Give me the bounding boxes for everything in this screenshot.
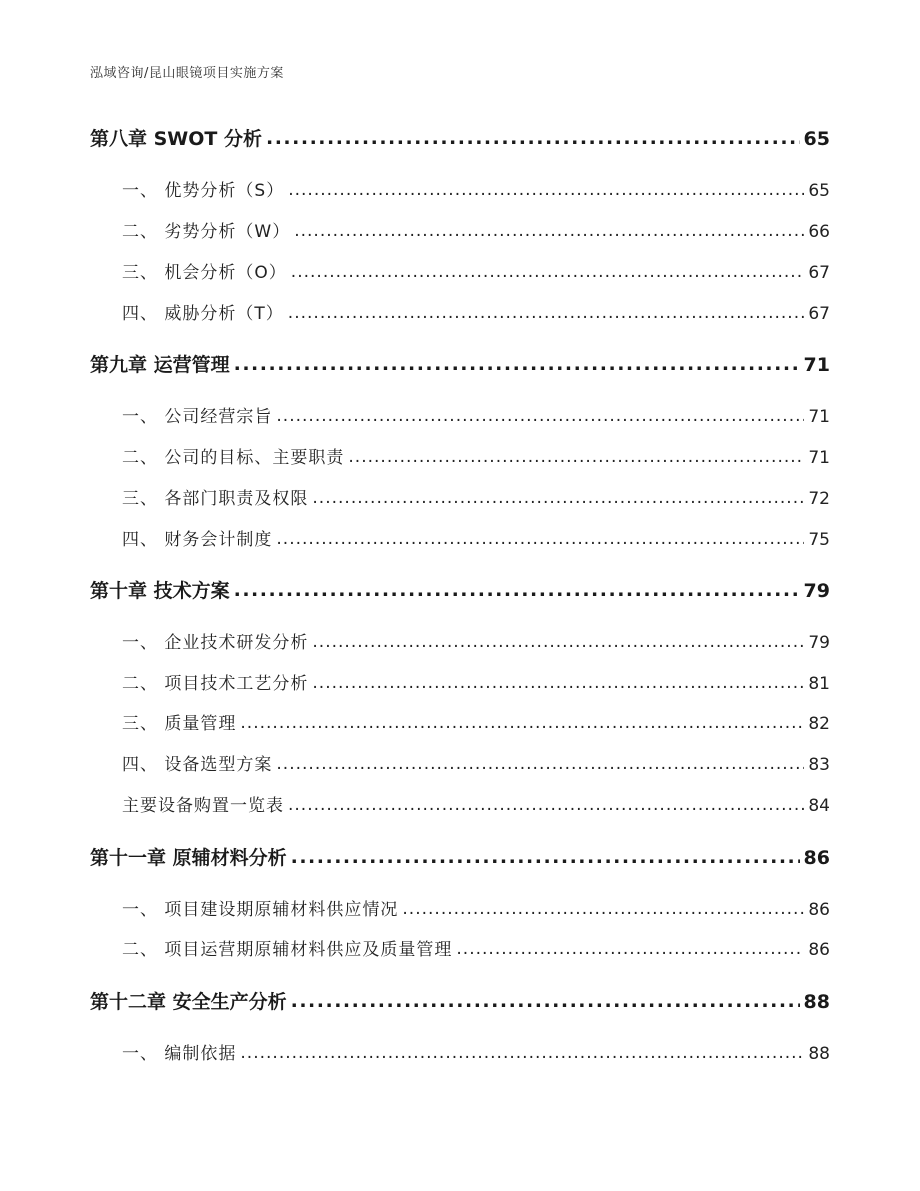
toc-entry-title: 一、 编制依据 (122, 1044, 237, 1064)
toc-entry-title: 二、 项目运营期原辅材料供应及质量管理 (122, 940, 453, 960)
toc-entry-title: 四、 威胁分析（T） (122, 304, 284, 324)
toc-section-entry[interactable] (90, 935, 830, 960)
toc-entry-title: 二、 公司的目标、主要职责 (122, 448, 345, 468)
toc-page-number: 86 (808, 900, 830, 920)
toc-dot-leader (288, 180, 804, 200)
toc-page-number: 83 (808, 755, 830, 775)
toc-section-entry[interactable] (90, 402, 830, 427)
toc-entry-title: 一、 优势分析（S） (122, 181, 285, 201)
toc-dot-leader (348, 447, 804, 467)
toc-dot-leader (312, 488, 804, 508)
toc-dot-leader (312, 632, 804, 652)
toc-section-entry[interactable] (90, 750, 830, 775)
toc-page-number: 75 (808, 530, 830, 550)
toc-section-entry[interactable] (90, 299, 830, 324)
toc-page-number: 86 (803, 847, 830, 869)
toc-entry-title: 四、 财务会计制度 (122, 530, 273, 550)
toc-entry-title: 一、 项目建设期原辅材料供应情况 (122, 900, 399, 920)
toc-section-entry[interactable] (90, 709, 830, 734)
toc-page-number: 84 (808, 796, 830, 816)
toc-page-number: 71 (803, 354, 830, 376)
toc-entry-title: 二、 劣势分析（W） (122, 222, 291, 242)
toc-entry-title: 第十一章 原辅材料分析 (90, 847, 287, 869)
toc-page-number: 88 (803, 991, 830, 1013)
toc-dot-leader (276, 529, 804, 549)
toc-dot-leader (288, 795, 804, 815)
toc-section-entry[interactable] (90, 176, 830, 201)
toc-section-entry[interactable] (90, 443, 830, 468)
toc-chapter-entry[interactable] (90, 350, 830, 377)
running-header: 泓域咨询/昆山眼镜项目实施方案 (90, 66, 284, 81)
toc-entry-title: 一、 公司经营宗旨 (122, 407, 273, 427)
toc-entry-title: 第八章 SWOT 分析 (90, 128, 262, 150)
toc-entry-title: 三、 机会分析（O） (122, 263, 287, 283)
toc-section-entry[interactable] (90, 525, 830, 550)
toc-page-number: 72 (808, 489, 830, 509)
toc-section-entry[interactable] (90, 258, 830, 283)
toc-dot-leader (291, 262, 805, 282)
toc-page-number: 65 (808, 181, 830, 201)
toc-dot-leader (291, 990, 800, 1012)
toc-dot-leader (456, 939, 804, 959)
toc-entry-title: 二、 项目技术工艺分析 (122, 674, 309, 694)
toc-section-entry[interactable] (90, 1039, 830, 1064)
toc-entry-title: 四、 设备选型方案 (122, 755, 273, 775)
toc-section-entry[interactable] (90, 895, 830, 920)
toc-page-number: 82 (808, 714, 830, 734)
toc-dot-leader (291, 846, 800, 868)
toc-section-entry[interactable] (90, 217, 830, 242)
toc-page-number: 67 (808, 263, 830, 283)
toc-dot-leader (288, 303, 805, 323)
toc-entry-title: 第九章 运营管理 (90, 354, 230, 376)
header-divider (90, 86, 830, 87)
toc-dot-leader (240, 713, 804, 733)
toc-dot-leader (402, 899, 804, 919)
toc-page-number: 66 (808, 222, 830, 242)
toc-page-number: 71 (808, 407, 830, 427)
toc-section-entry[interactable] (90, 669, 830, 694)
toc-page-number: 79 (803, 580, 830, 602)
toc-chapter-entry[interactable] (90, 576, 830, 603)
toc-page-number: 67 (808, 304, 830, 324)
toc-page-number: 71 (808, 448, 830, 468)
toc-section-entry[interactable] (90, 628, 830, 653)
toc-dot-leader (234, 353, 800, 375)
toc-section-entry[interactable] (90, 791, 830, 816)
toc-entry-title: 第十章 技术方案 (90, 580, 230, 602)
toc-entry-title: 三、 各部门职责及权限 (122, 489, 309, 509)
toc-chapter-entry[interactable] (90, 124, 830, 151)
toc-chapter-entry[interactable] (90, 987, 830, 1014)
toc-page-number: 81 (808, 674, 830, 694)
toc-dot-leader (240, 1043, 804, 1063)
toc-dot-leader (266, 127, 800, 149)
toc-chapter-entry[interactable] (90, 843, 830, 870)
toc-page-number: 79 (808, 633, 830, 653)
toc-dot-leader (276, 754, 804, 774)
toc-entry-title: 第十二章 安全生产分析 (90, 991, 287, 1013)
toc-dot-leader (294, 221, 804, 241)
toc-dot-leader (234, 579, 800, 601)
toc-page-number: 86 (808, 940, 830, 960)
toc-section-entry[interactable] (90, 484, 830, 509)
toc-entry-title: 三、 质量管理 (122, 714, 237, 734)
toc-entry-title: 主要设备购置一览表 (122, 796, 284, 816)
toc-page-number: 65 (803, 128, 830, 150)
toc-dot-leader (276, 406, 804, 426)
toc-page-number: 88 (808, 1044, 830, 1064)
toc-dot-leader (312, 673, 804, 693)
toc-entry-title: 一、 企业技术研发分析 (122, 633, 309, 653)
